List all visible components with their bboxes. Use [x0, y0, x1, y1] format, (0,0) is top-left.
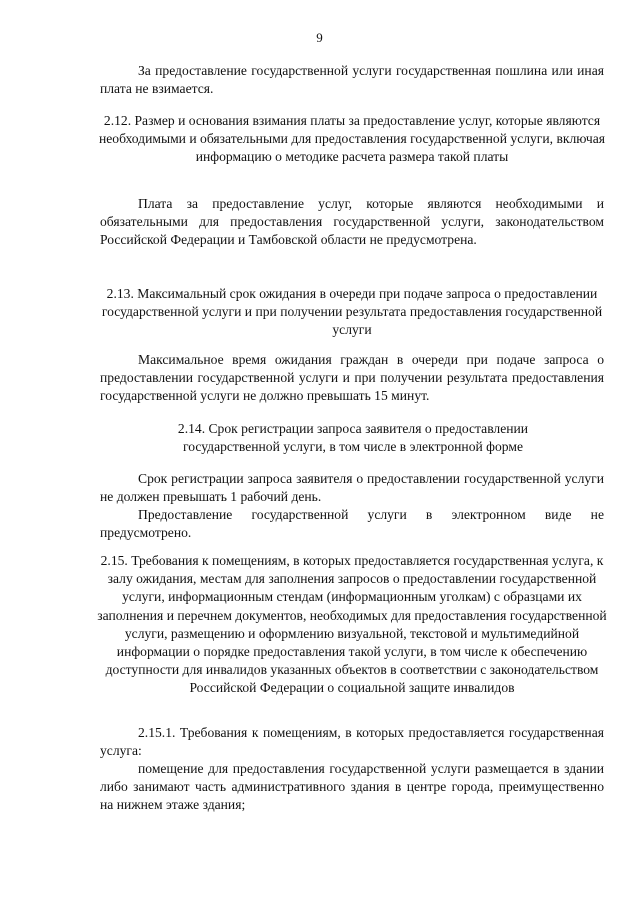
section-heading-2-14: 2.14. Срок регистрации запроса заявителя о предоставлении государственной услуги, в том числе в электронной форме	[177, 421, 529, 455]
paragraph-2-15-1: 2.15.1. Требования к помещениям, в которых предоставляется государственная услуга:	[100, 725, 604, 759]
paragraph-2-14-a: Срок регистрации запроса заявителя о предоставлении государственной услуги не должен превышать 1 рабочий день.	[100, 471, 604, 505]
page-number: 9	[316, 30, 323, 45]
paragraph-2-15-1-a: помещение для предоставления государственной услуги размещается в здании либо занимают часть административного здания в центре города, преимущественно на нижнем этаже здания;	[100, 761, 604, 813]
paragraph-fee-free: За предоставление государственной услуги государственная пошлина или иная плата не взимается.	[100, 63, 604, 97]
paragraph-2-12: Плата за предоставление услуг, которые являются необходимыми и обязательными для предоставления государственной услуги, законодательством Российской Федерации и Тамбовской области не предусмотрена.	[100, 196, 604, 248]
paragraph-2-14-b: Предоставление государственной услуги в электронном виде не предусмотрено.	[100, 507, 604, 541]
section-heading-2-12: 2.12. Размер и основания взимания платы за предоставление услуг, которые являются необходимыми и обязательными для предоставления государственной услуги, включая информацию о методике расчета размера такой платы	[98, 113, 606, 165]
section-heading-2-13: 2.13. Максимальный срок ожидания в очереди при подаче запроса о предоставлении государственной услуги и при получении результата предоставления государственной услуги	[101, 286, 603, 338]
paragraph-2-13: Максимальное время ожидания граждан в очереди при подаче запроса о предоставлении государственной услуги и при получении результата предоставления государственной услуги не должно превышать 15 минут.	[100, 352, 604, 404]
section-heading-2-15: 2.15. Требования к помещениям, в которых предоставляется государственная услуга, к залу ожидания, местам для заполнения запросов о предоставлении государственной услуги, информационным стендам (информационным уголкам) с образцами их заполнения и перечнем документов, необходимых для предоставления государственной услуги, размещению и оформлению визуальной, текстовой и мультимедийной информации о порядке предоставления такой услуги, в том числе к обеспечению доступности для инвалидов указанных объектов в соответствии с законодательством Российской Федерации о социальной защите инвалидов	[97, 553, 607, 696]
